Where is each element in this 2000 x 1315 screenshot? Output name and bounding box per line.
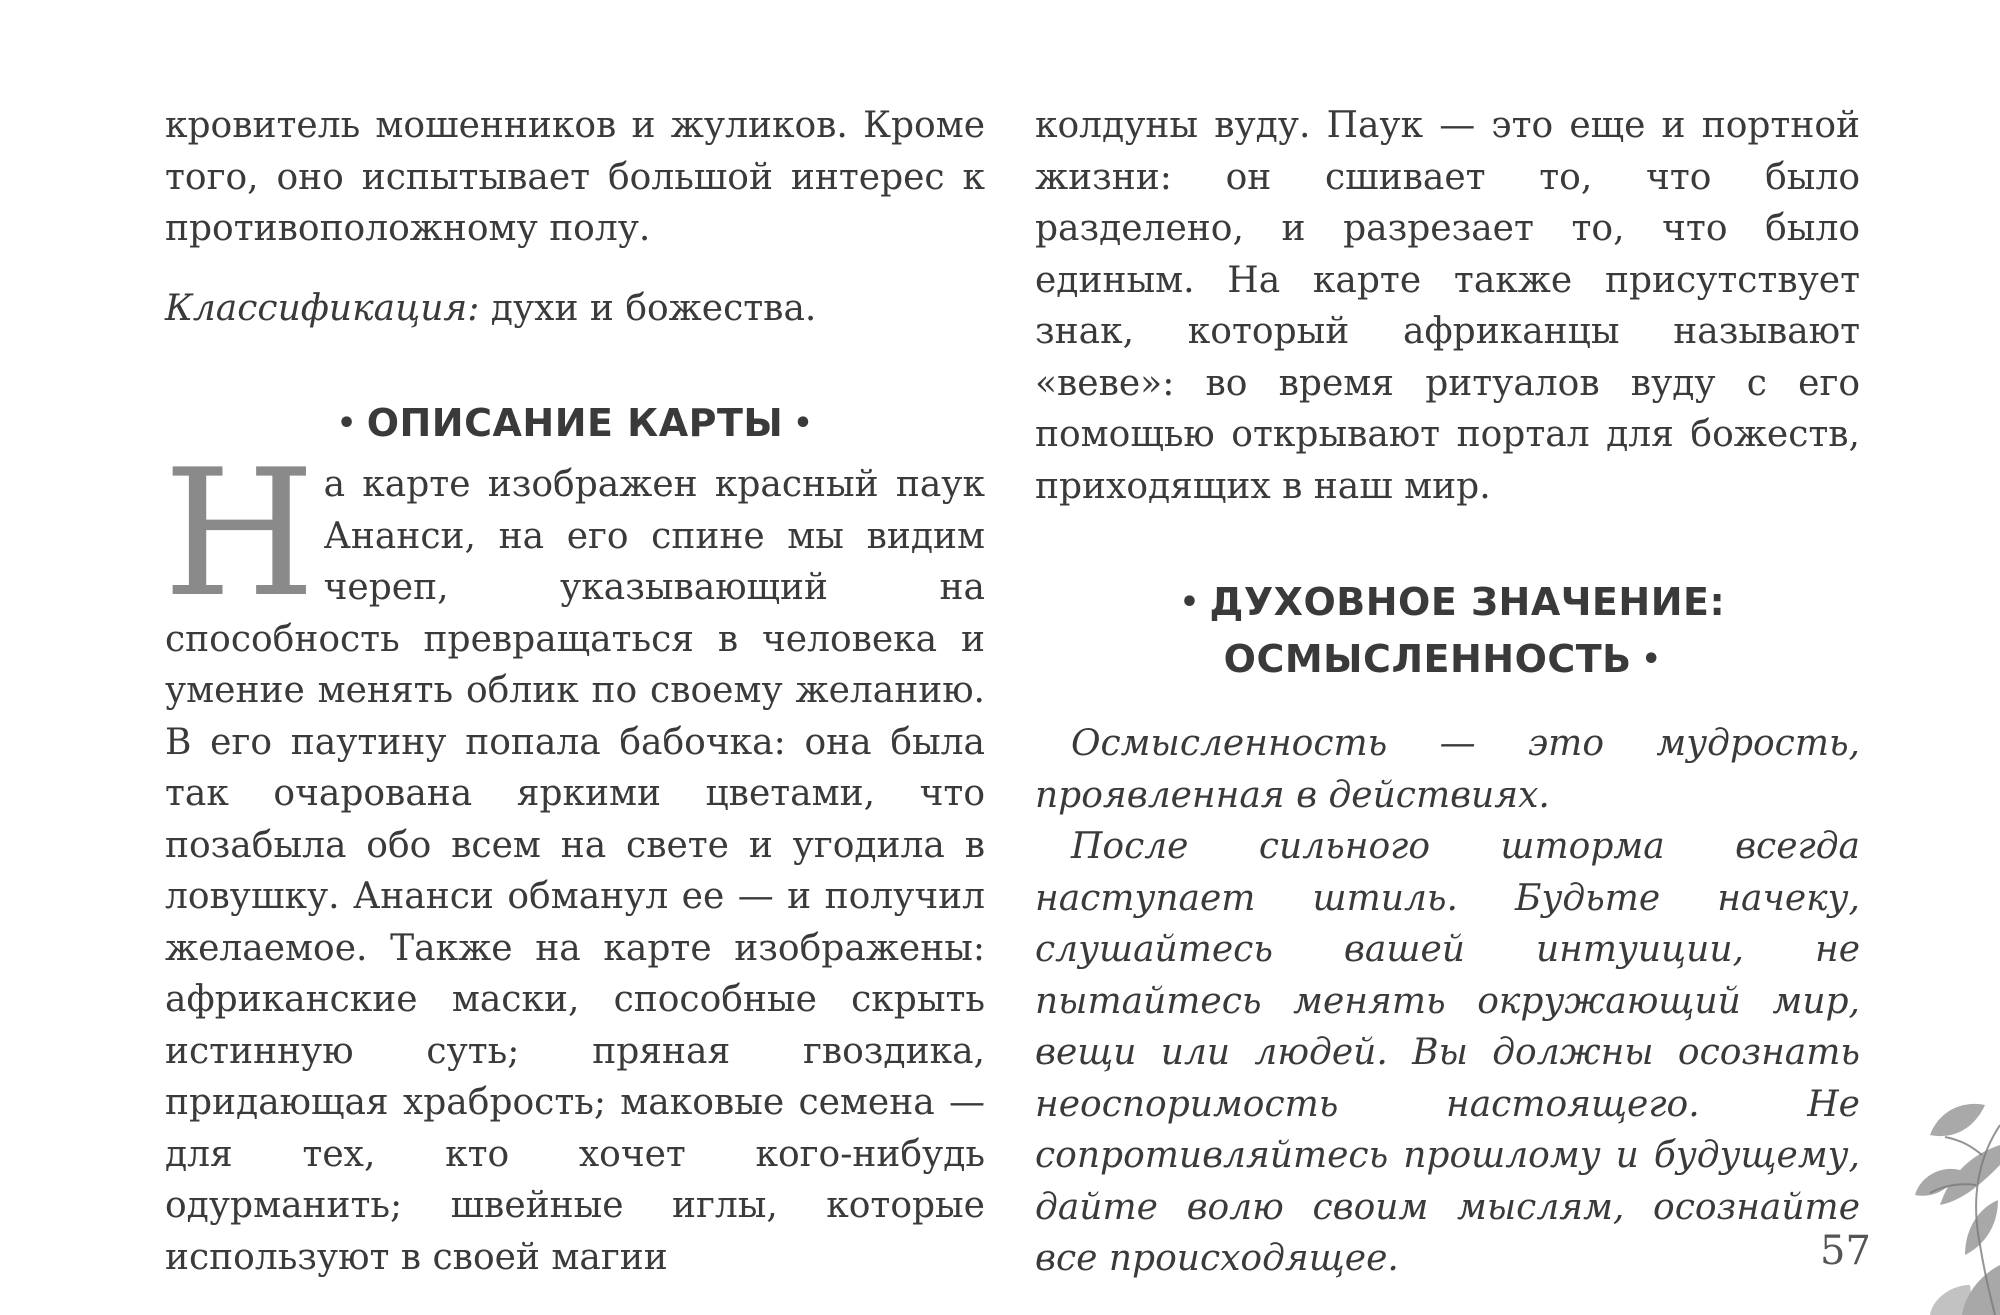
bullet-right: • <box>793 406 813 441</box>
classification-label: Классификация: <box>165 287 480 329</box>
bullet-right: • <box>1641 642 1662 677</box>
heading-line-2: ОСМЫСЛЕННОСТЬ <box>1223 637 1632 681</box>
intro-paragraph: кровитель мошенников и жуликов. Кроме того, оно испытывает большой интерес к противоположному полу. <box>165 105 985 249</box>
bullet-left: • <box>1179 585 1200 620</box>
classification-value: духи и божества. <box>479 287 817 329</box>
card-description-text: а карте изображен красный паук Ананси, на его спине мы видим череп, указывающий на способность превращаться в человека и умение менять облик по своему желанию. В его паутину попала бабочка: она была так очарована яркими цветами, что позабыла обо всем на свете и угодила в ловушку. Ананси обманул ее — и получил желаемое. Также на карте изображены: африканские маски, способные скрыть истинную суть; пряная гвоздика, придающая храбрость; маковые семена — для тех, кто хочет кого-нибудь одурманить; швейные иглы, которые используют в своей магии <box>165 464 985 1278</box>
card-description-paragraph <box>163 433 985 1283</box>
heading-line-1: ДУХОВНОЕ ЗНАЧЕНИЕ: <box>1209 580 1726 624</box>
meaning-paragraph-2: После сильного шторма всегда наступает штиль. Будьте начеку, слушайтесь вашей интуиции, не пытайтесь менять окружающий мир, вещи или людей. Вы должны осознать неоспоримость настоящего. Не сопротивляйтесь прошлому и будущему, дайте волю своим мыслям, осознайте все происходящее. <box>1035 826 1860 1279</box>
classification-line <box>165 283 985 335</box>
continuation-paragraph: колдуны вуду. Паук — это еще и портной жизни: он сшивает то, что было разделено, и разрезает то, что было единым. На карте также присутствует знак, который африканцы называют «веве»: во время ритуалов вуду с его помощью открывают портал для божеств, приходящих в наш мир. <box>1035 105 1860 507</box>
leaf-decoration-icon <box>1870 1085 2000 1315</box>
meaning-paragraph-1: Осмысленность — это мудрость, проявленная в действиях. <box>1035 723 1860 816</box>
section-heading-spiritual-meaning <box>1035 574 1860 688</box>
heading-text: ОПИСАНИЕ КАРТЫ <box>366 401 784 445</box>
page-number: 57 <box>1820 1228 1871 1274</box>
left-column <box>165 100 985 1283</box>
right-column <box>1035 100 1860 1285</box>
dropcap-letter: Н <box>163 433 312 636</box>
bullet-left: • <box>337 406 357 441</box>
